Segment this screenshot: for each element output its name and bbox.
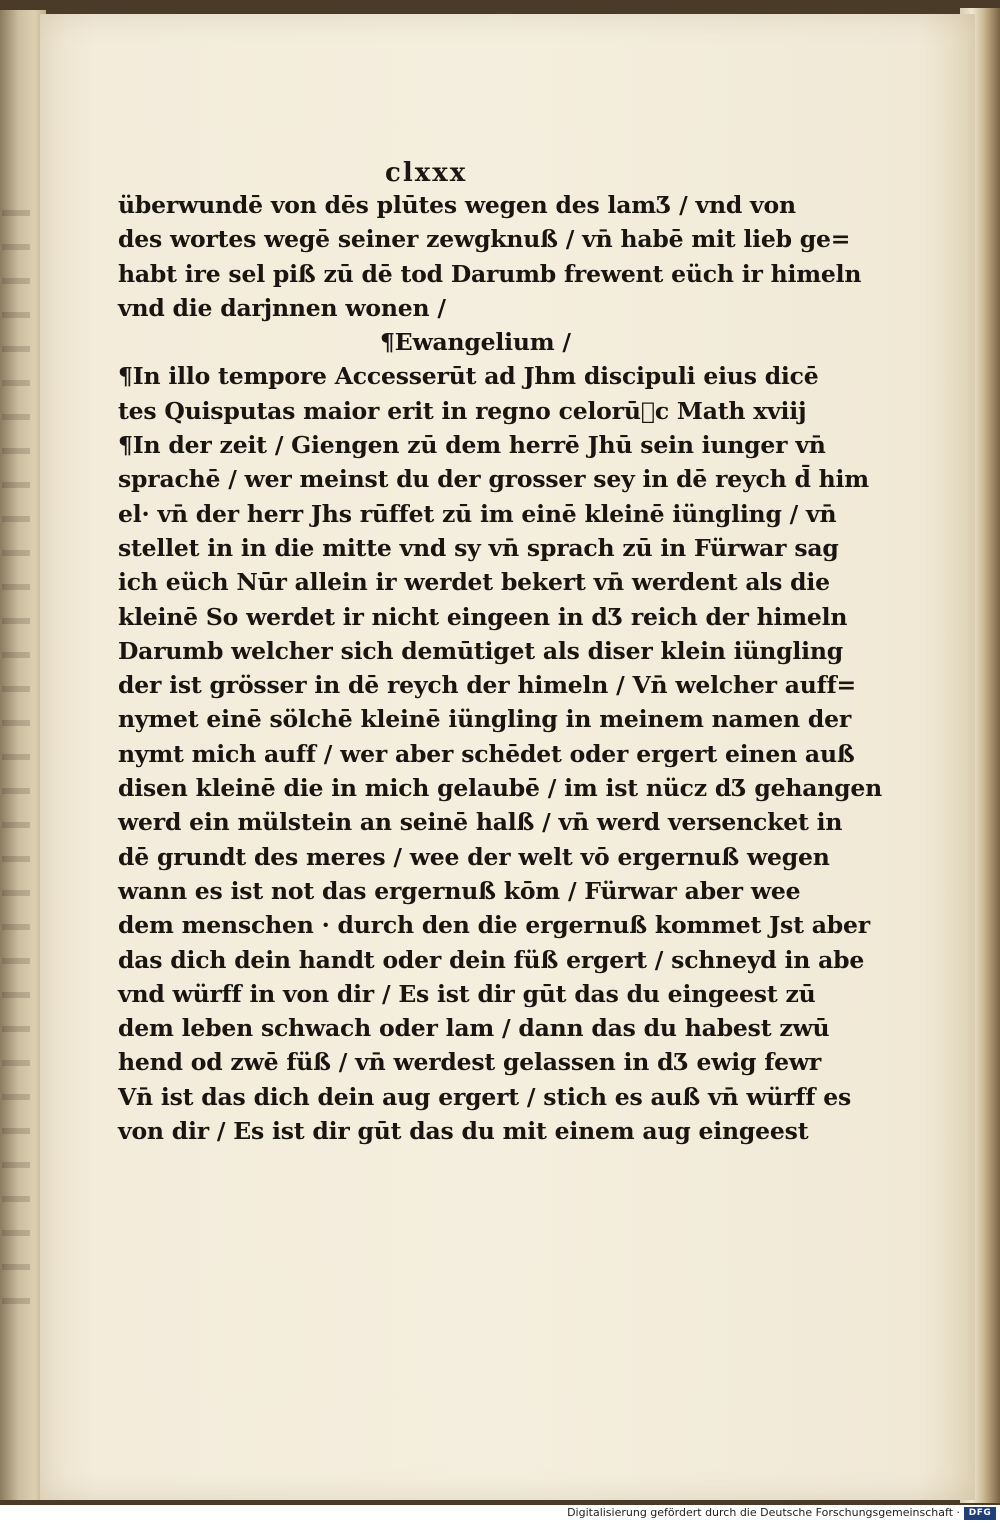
footer-bar bbox=[0, 1505, 1000, 1523]
text-line: von dir / Es ist dir gūt das du mit einem aug eingeest bbox=[118, 1117, 809, 1146]
text-line: el· vn̄ der herr Jhs rūffet zū im einē kleinē iüngling / vn̄ bbox=[118, 499, 837, 528]
intro-text bbox=[118, 188, 862, 325]
text-line: dē grundt des meres / wee der welt vō ergernuß wegen bbox=[118, 842, 830, 871]
funding-credit: Digitalisierung gefördert durch die Deutsche Forschungsgemeinschaft · bbox=[567, 1506, 960, 1519]
dfg-logo: DFG bbox=[964, 1507, 996, 1520]
text-line: nymt mich auff / wer aber schēdet oder ergert einen auß bbox=[118, 739, 855, 768]
text-line: hend od zwē füß / vn̄ werdest gelassen in dƷ ewig fewr bbox=[118, 1048, 822, 1077]
text-line: kleinē So werdet ir nicht eingeen in dƷ reich der himeln bbox=[118, 602, 848, 631]
text-block bbox=[118, 188, 882, 1148]
text-line: Darumb welcher sich demūtiget als diser klein iüngling bbox=[118, 636, 843, 665]
left-page-text-strip bbox=[2, 210, 30, 1310]
text-line: habt ire sel piß zū dē tod Darumb frewent eüch ir himeln bbox=[118, 259, 862, 288]
text-line: Vn̄ ist das dich dein aug ergert / stich es auß vn̄ würff es bbox=[118, 1082, 851, 1111]
text-line: disen kleinē die in mich gelaubē / im ist nücz dƷ gehangen bbox=[118, 774, 882, 803]
text-line: sprachē / wer meinst du der grosser sey in dē reych d̄ him bbox=[118, 465, 869, 494]
page-number: clxxx bbox=[385, 158, 468, 188]
text-line: tes Quisputas maior erit in regno celorū᷑c Math xviij bbox=[118, 396, 807, 425]
text-line: des wortes wegē seiner zewgknuß / vn̄ habē mit lieb ge= bbox=[118, 225, 851, 254]
gospel-text bbox=[118, 359, 882, 1148]
section-heading: ¶Ewangelium / bbox=[380, 328, 571, 357]
text-line: ich eüch Nūr allein ir werdet bekert vn̄ werdent als die bbox=[118, 568, 830, 597]
text-line: wann es ist not das ergernuß kōm / Fürwar aber wee bbox=[118, 876, 801, 905]
text-line: ¶In der zeit / Giengen zū dem herrē Jhū sein iunger vn̄ bbox=[118, 431, 826, 460]
text-line: das dich dein handt oder dein füß ergert / schneyd in abe bbox=[118, 945, 865, 974]
text-line: nymet einē sölchē kleinē iüngling in meinem namen der bbox=[118, 705, 852, 734]
text-line: dem leben schwach oder lam / dann das du habest zwū bbox=[118, 1014, 830, 1043]
text-line: der ist grösser in dē reych der himeln / Vn̄ welcher auff= bbox=[118, 671, 856, 700]
text-line: ¶In illo tempore Accesserūt ad Jhm discipuli eius dicē bbox=[118, 362, 819, 391]
text-line: überwundē von dēs plūtes wegen des lamƷ / vnd von bbox=[118, 191, 796, 219]
text-line: werd ein mülstein an seinē halß / vn̄ werd versencket in bbox=[118, 808, 843, 837]
text-line: vnd die darjnnen wonen / bbox=[118, 293, 446, 322]
text-line: stellet in in die mitte vnd sy vn̄ sprach zū in Fürwar sag bbox=[118, 533, 839, 562]
text-line: vnd würff in von dir / Es ist dir gūt das du eingeest zū bbox=[118, 979, 816, 1008]
text-line: dem menschen · durch den die ergernuß kommet Jst aber bbox=[118, 911, 870, 940]
